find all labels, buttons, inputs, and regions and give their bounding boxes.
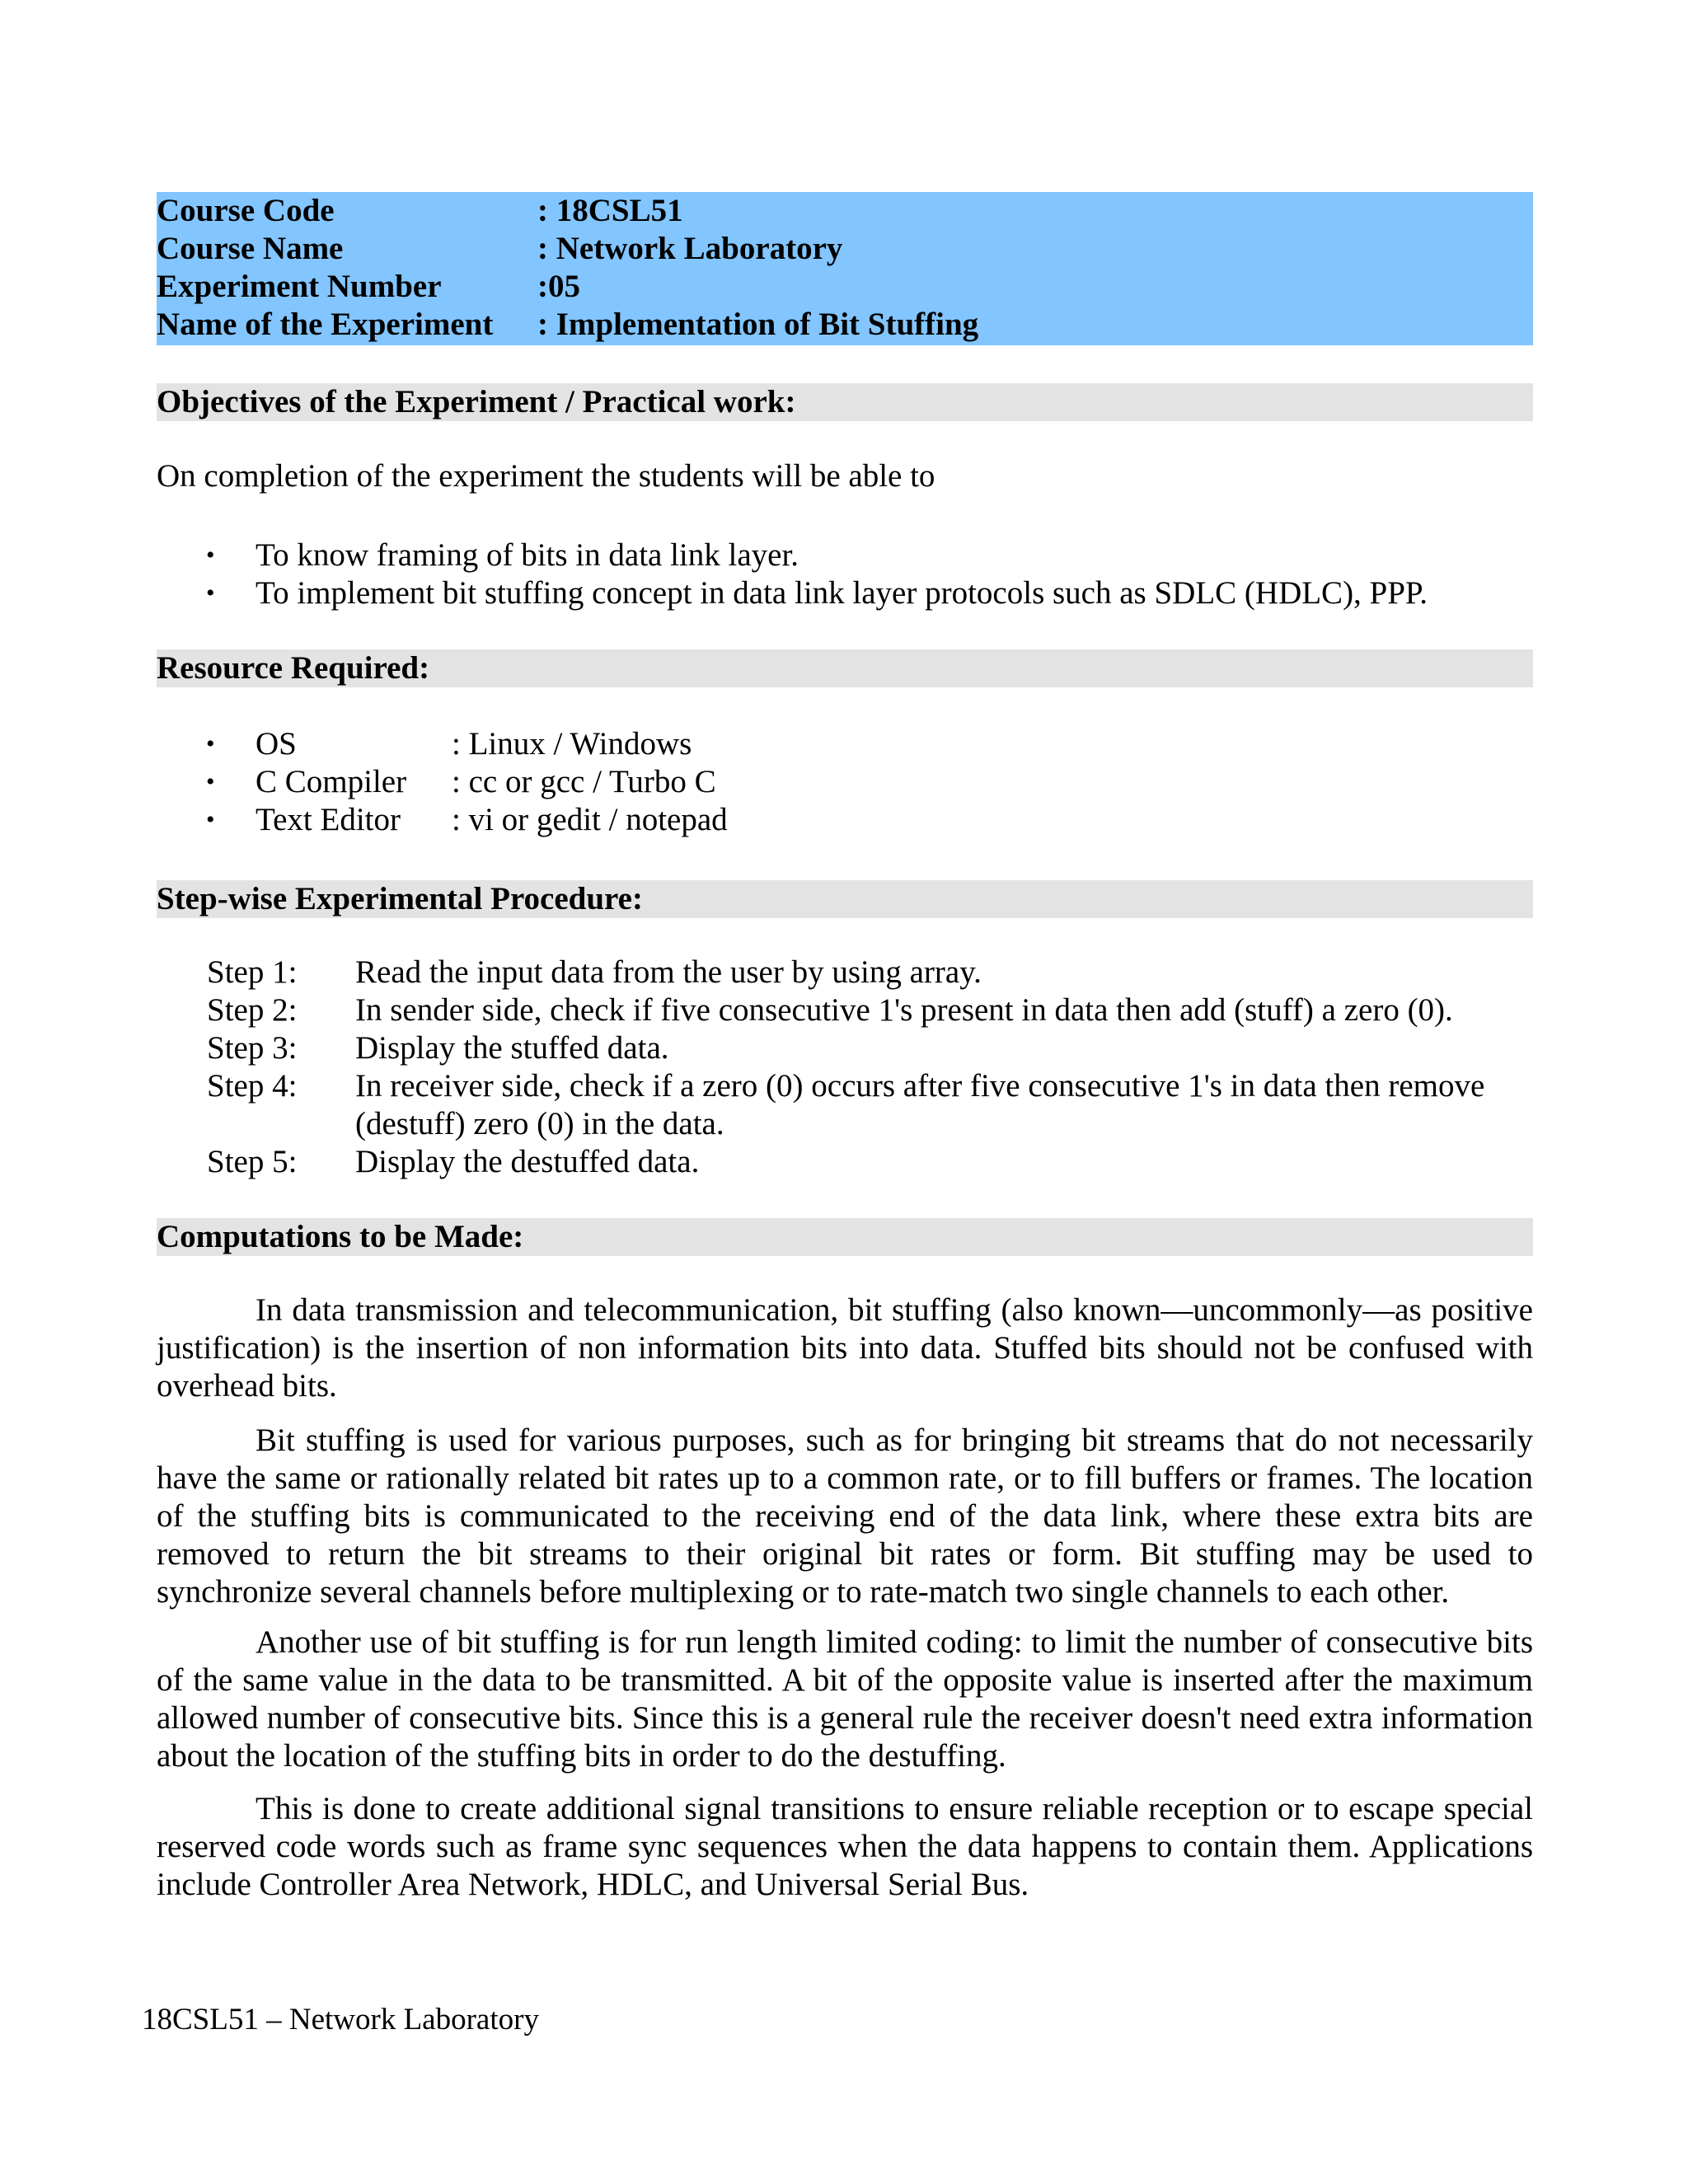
resource-key: OS [256,726,297,762]
step-label: Step 3: [207,1030,298,1066]
step-text: In receiver side, check if a zero (0) occurs after five consecutive 1's in data then remove [355,1068,1485,1104]
procedure-step [0,954,1566,991]
course-info-box [157,192,1533,345]
step-text: Display the stuffed data. [355,1030,669,1066]
paragraph: Another use of bit stuffing is for run length limited coding: to limit the number of consecutive bits of the same value in the data to be transmitted. A bit of the opposite value is inserted after the maximum allowed number of consecutive bits. Since this is a general rule the receiver doesn't need extra information about the location of the stuffing bits in order to do the destuffing. [157,1624,1533,1774]
experiment-name-label: Name of the Experiment [157,307,494,342]
objective-item: To know framing of bits in data link layer. [256,537,799,573]
step-label: Step 1: [207,954,298,990]
bullet-icon: • [206,806,215,833]
paragraph: This is done to create additional signal transitions to ensure reliable reception or to escape special reserved code words such as frame sync sequences when the data happens to contain them. Applications include Controller Area Network, HDLC, and Universal Serial Bus. [157,1791,1533,1902]
course-name-value: : Network Laboratory [537,231,843,266]
procedure-step [0,1067,1566,1143]
resource-value: : Linux / Windows [452,726,692,762]
step-label: Step 4: [207,1068,298,1104]
step-label: Step 5: [207,1144,298,1179]
objectives-heading: Objectives of the Experiment / Practical work: [157,383,1533,421]
objectives-intro: On completion of the experiment the students will be able to [157,458,935,494]
experiment-name-row [157,306,1533,344]
objective-item: To implement bit stuffing concept in data link layer protocols such as SDLC (HDLC), PPP. [256,575,1428,611]
procedure-step [0,1029,1566,1067]
bullet-icon: • [206,768,215,795]
bullet-icon: • [206,579,215,607]
step-text-continuation: (destuff) zero (0) in the data. [355,1106,724,1141]
paragraph: In data transmission and telecommunication, bit stuffing (also known—uncommonly—as positive justification) is the insertion of non information bits into data. Stuffed bits should not be confused with overhead bits. [157,1292,1533,1404]
experiment-number-label: Experiment Number [157,269,442,304]
step-text: In sender side, check if five consecutive 1's present in data then add (stuff) a zero (0). [355,992,1453,1028]
procedure-heading: Step-wise Experimental Procedure: [157,880,1533,918]
computations-heading: Computations to be Made: [157,1218,1533,1256]
resource-item [0,763,989,801]
resource-key: Text Editor [256,802,401,837]
step-text: Read the input data from the user by using array. [355,954,982,990]
resource-key: C Compiler [256,764,407,799]
course-code-label: Course Code [157,193,335,228]
resource-item [0,801,989,839]
procedure-step [0,991,1566,1029]
course-code-value: : 18CSL51 [537,193,683,228]
resource-value: : cc or gcc / Turbo C [452,764,716,799]
resources-heading: Resource Required: [157,649,1533,687]
experiment-name-value: : Implementation of Bit Stuffing [537,307,979,342]
page-footer: 18CSL51 – Network Laboratory [142,2003,539,2036]
procedure-step [0,1143,1566,1181]
experiment-number-value: :05 [537,269,580,304]
resource-item [0,725,989,763]
step-text: Display the destuffed data. [355,1144,700,1179]
course-code-row [157,192,1533,230]
experiment-number-row [157,268,1533,306]
course-name-label: Course Name [157,231,344,266]
step-label: Step 2: [207,992,298,1028]
course-name-row [157,230,1533,268]
bullet-icon: • [206,730,215,757]
bullet-icon: • [206,541,215,569]
paragraph: Bit stuffing is used for various purposes, such as for bringing bit streams that do not necessarily have the same or rationally related bit rates up to a common rate, or to fill buffers or frames. The location of the stuffing bits is communicated to the receiving end of the data link, where these extra bits are removed to return the bit streams to their original bit rates or form. Bit stuffing may be used to synchronize several channels before multiplexing or to rate-match two single channels to each other. [157,1422,1533,1610]
resource-value: : vi or gedit / notepad [452,802,728,837]
